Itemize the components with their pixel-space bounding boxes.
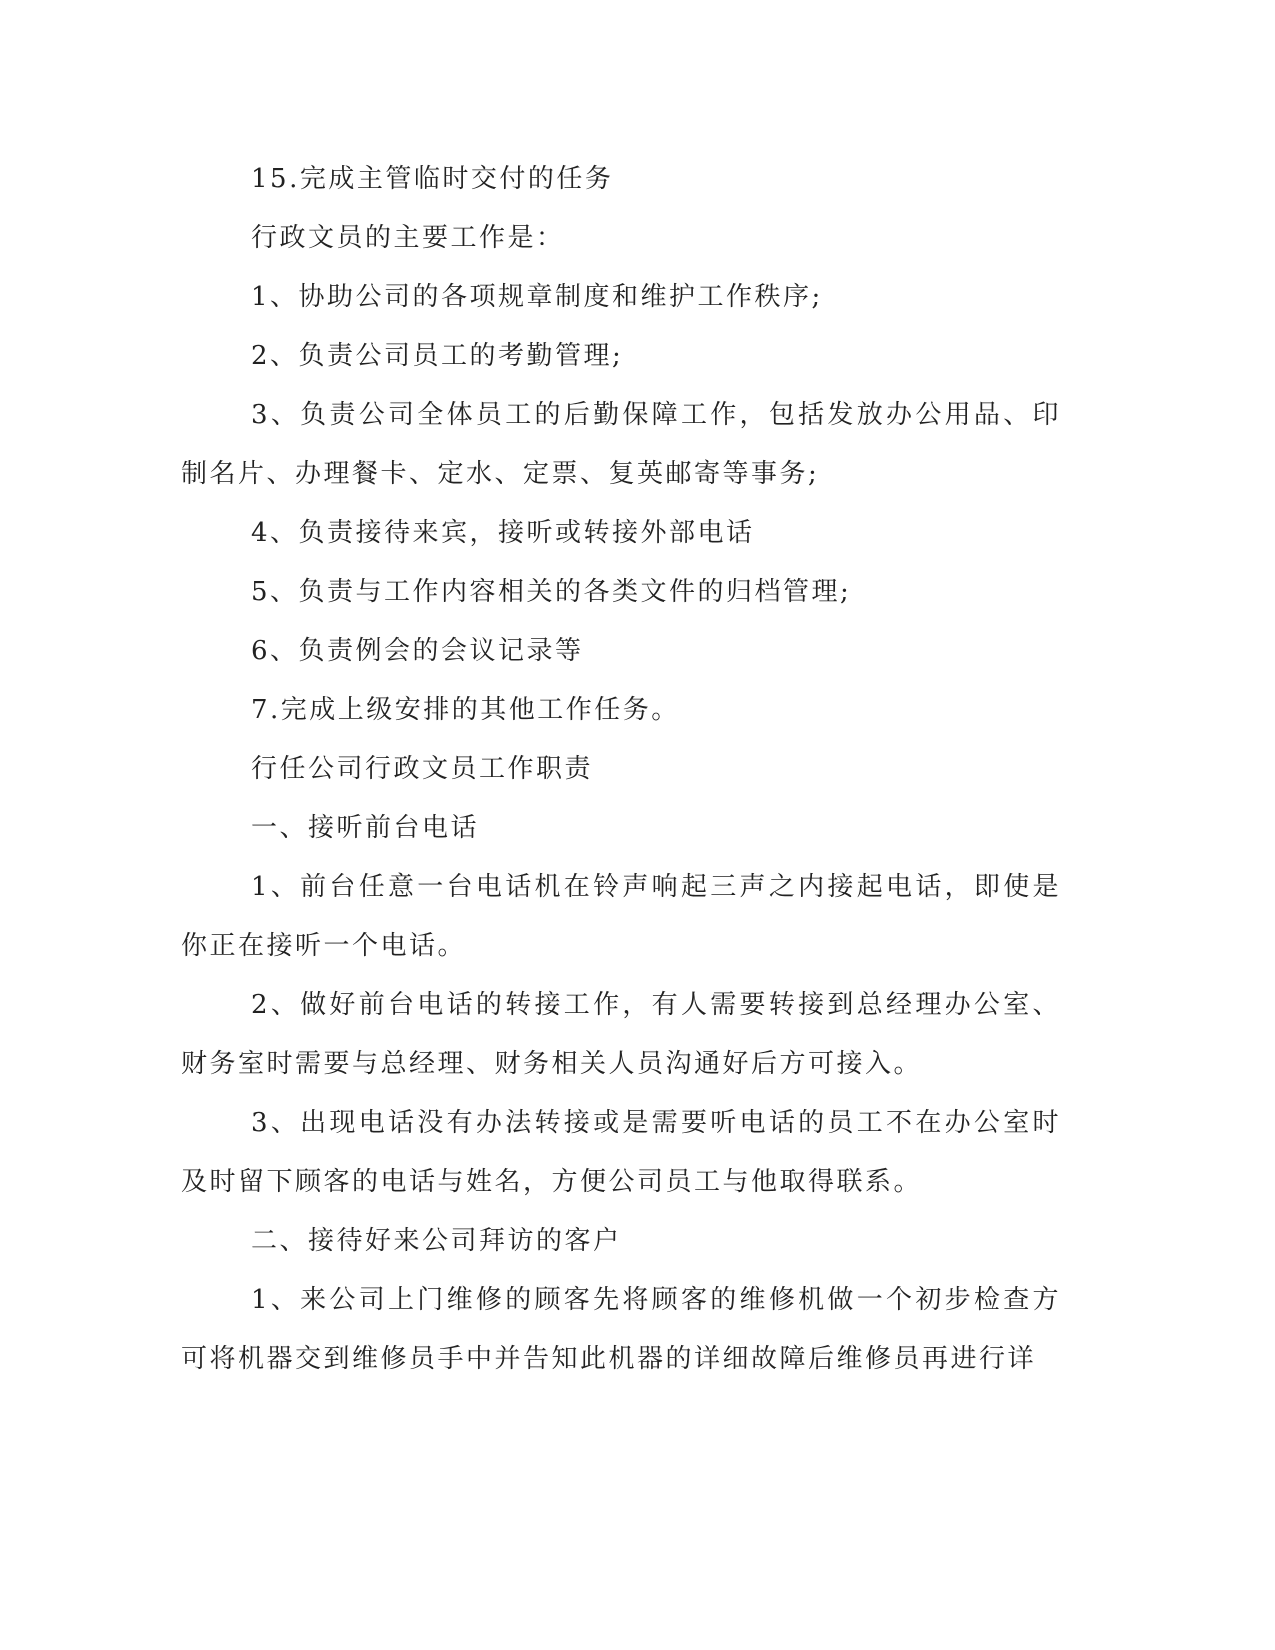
paragraph-duty-1: 1、协助公司的各项规章制度和维护工作秩序; bbox=[251, 282, 823, 312]
paragraph-visitor-1: 1、来公司上门维修的顾客先将顾客的维修机做一个初步检查方可将机器交到维修员手中并告知此机器的详细故障后维修员再进行详 bbox=[181, 1285, 1061, 1374]
paragraph-section-one-heading: 一、接听前台电话 bbox=[251, 813, 480, 843]
document-body bbox=[181, 150, 1061, 1389]
paragraph-duty-2: 2、负责公司员工的考勤管理; bbox=[251, 341, 624, 371]
paragraph-section-two-heading: 二、接待好来公司拜访的客户 bbox=[251, 1226, 622, 1256]
paragraph-duty-3: 3、负责公司全体员工的后勤保障工作，包括发放办公用品、印制名片、办理餐卡、定水、定票、复英邮寄等事务; bbox=[181, 400, 1061, 489]
paragraph-task-15: 15.完成主管临时交付的任务 bbox=[251, 164, 614, 194]
paragraph-duty-7: 7.完成上级安排的其他工作任务。 bbox=[251, 695, 680, 725]
paragraph-phone-3: 3、出现电话没有办法转接或是需要听电话的员工不在办公室时及时留下顾客的电话与姓名，方便公司员工与他取得联系。 bbox=[181, 1108, 1061, 1197]
paragraph-duty-6: 6、负责例会的会议记录等 bbox=[251, 636, 584, 666]
paragraph-phone-1: 1、前台任意一台电话机在铃声响起三声之内接起电话，即使是你正在接听一个电话。 bbox=[181, 872, 1061, 961]
paragraph-section-title: 行任公司行政文员工作职责 bbox=[251, 754, 594, 784]
paragraph-clerk-duties-heading: 行政文员的主要工作是： bbox=[251, 223, 565, 253]
paragraph-duty-4: 4、负责接待来宾，接听或转接外部电话 bbox=[251, 518, 755, 548]
paragraph-phone-2: 2、做好前台电话的转接工作，有人需要转接到总经理办公室、财务室时需要与总经理、财务相关人员沟通好后方可接入。 bbox=[181, 990, 1061, 1079]
paragraph-duty-5: 5、负责与工作内容相关的各类文件的归档管理; bbox=[251, 577, 852, 607]
